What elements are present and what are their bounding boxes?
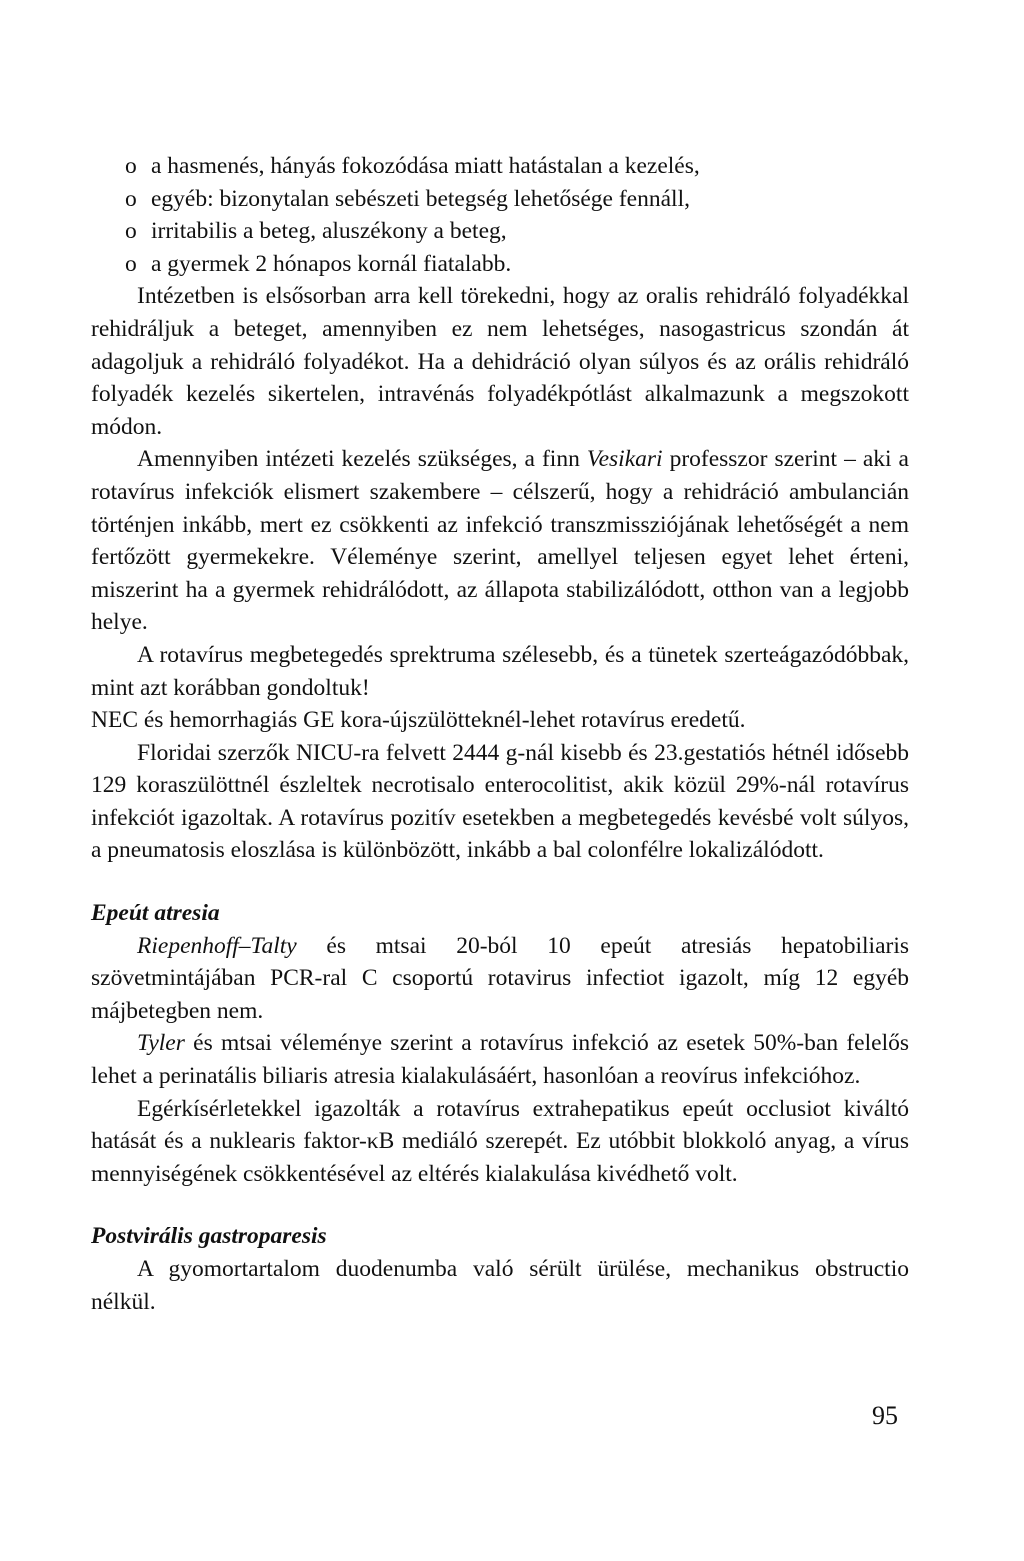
paragraph-inpatient-rehydration: Intézetben is elsősorban arra kell törekedni, hogy az oralis rehidráló folyadékkal rehidráljuk a beteget, amennyiben ez nem lehetséges, nasogastricus szondán át adagoljuk a rehidráló folyadékot. Ha a dehidráció olyan súlyos és az orális rehidráló folyadék kezelés sikertelen, intravénás folyadékpótlást alkalmazunk a megszokott módon. bbox=[91, 283, 909, 440]
paragraph-vesikari bbox=[91, 443, 909, 639]
bullet-marker: o bbox=[125, 250, 137, 277]
paragraph-riepenhoff bbox=[91, 930, 909, 1028]
paragraph-nec: NEC és hemorrhagiás GE kora-újszülötteknél-lehet rotavírus eredetű. bbox=[91, 707, 746, 734]
page-body bbox=[91, 150, 909, 1318]
list-item-text: a gyermek 2 hónapos kornál fiatalabb. bbox=[151, 250, 512, 277]
list-item-text: a hasmenés, hányás fokozódása miatt hatástalan a kezelés, bbox=[151, 153, 700, 179]
bullet-marker: o bbox=[125, 218, 137, 245]
list-item bbox=[91, 215, 909, 248]
paragraph-mouse-experiments: Egérkísérletekkel igazolták a rotavírus extrahepatikus epeút occlusiot kiváltó hatását és a nuklearis faktor-κB mediáló szerepét. Ez utóbbit blokkoló anyag, a vírus mennyiségének csökkentésével az eltérés kialakulása kivédhető volt. bbox=[91, 1095, 909, 1187]
section-heading-gastroparesis: Postvirális gastroparesis bbox=[91, 1223, 327, 1250]
author-name: Vesikari bbox=[586, 446, 663, 473]
bullet-list bbox=[91, 150, 909, 280]
author-name: Riepenhoff–Talty bbox=[137, 932, 297, 959]
list-item bbox=[91, 150, 909, 183]
paragraph-tyler bbox=[91, 1027, 909, 1092]
bullet-marker: o bbox=[125, 185, 137, 212]
list-item-text: irritabilis a beteg, aluszékony a beteg, bbox=[151, 218, 507, 245]
text-run: professzor szerint – aki a rotavírus infekciók elismert szakembere – célszerű, hogy a rehidráció ambulancián történjen inkább, mert ez csökkenti az infekció transzmissziójának lehetőségét a nem fertőzött gyermekekre. Véleménye szerint, amellyel teljesen egyet lehet érteni, miszerint ha a gyermek rehidrálódott, az állapota stabilizálódott, otthon van a legjobb helye. bbox=[91, 446, 909, 636]
author-name: Tyler bbox=[137, 1030, 185, 1057]
list-item-text: egyéb: bizonytalan sebészeti betegség lehetősége fennáll, bbox=[151, 185, 690, 212]
paragraph-gastroparesis: A gyomortartalom duodenumba való sérült ürülése, mechanikus obstructio nélkül. bbox=[91, 1256, 909, 1315]
paragraph-florida: Floridai szerzők NICU-ra felvett 2444 g-nál kisebb és 23.gestatiós hétnél idősebb 129 koraszülöttnél észleltek necrotisalo enterocolitist, akik közül 29%-nál rotavírus infekciót igazoltak. A rotavírus pozitív esetekben a megbetegedés kevésbé volt súlyos, a pneumatosis eloszlása is különbözött, inkább a bal colonfélre lokalizálódott. bbox=[91, 739, 909, 864]
section-heading-biliary-atresia: Epeút atresia bbox=[91, 900, 220, 927]
page-number: 95 bbox=[872, 1401, 898, 1430]
text-run: és mtsai véleménye szerint a rotavírus infekció az esetek 50%-ban felelős lehet a perinatális biliaris atresia kialakulásáért, hasonlóan a reovírus infekcióhoz. bbox=[91, 1030, 909, 1090]
bullet-marker: o bbox=[125, 153, 137, 179]
list-item bbox=[91, 183, 909, 216]
text-run: Amennyiben intézeti kezelés szükséges, a finn bbox=[137, 446, 587, 473]
paragraph-spectrum: A rotavírus megbetegedés sprektruma szélesebb, és a tünetek szerteágazódóbbak, mint azt korábban gondoltuk! bbox=[91, 641, 909, 701]
text-run: és mtsai 20-ból 10 epeút atresiás hepatobiliaris szövetmintájában PCR-ral C csoportú rotavirus infectiot igazolt, míg 12 egyéb májbetegben nem. bbox=[91, 932, 909, 1024]
list-item bbox=[91, 248, 909, 281]
